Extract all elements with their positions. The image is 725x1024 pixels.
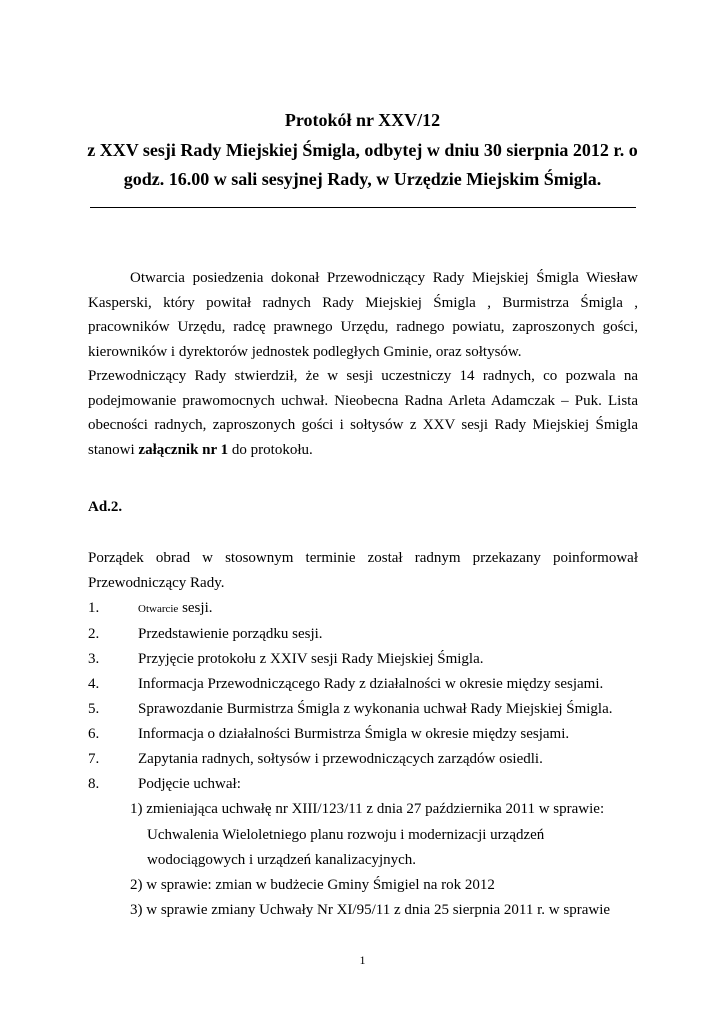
- agenda-item-number: 1.: [88, 600, 100, 616]
- intro-paragraph-2: [88, 364, 638, 462]
- agenda-item-number: 8.: [88, 776, 100, 792]
- resolution-item-1-line-3: wodociągowych i urządzeń kanalizacyjnych.: [147, 852, 417, 868]
- intro-paragraph-1: Otwarcia posiedzenia dokonał Przewodniczący Rady Miejskiej Śmigla Wiesław Kasperski, który powitał radnych Rady Miejskiej Śmigla , Burmistrza Śmigla , pracowników Urzędu, radcę prawnego Urzędu, radnego powiatu, zaproszonych gości, kierowników i dyrektorów jednostek podległych Gminie, oraz sołtysów.: [88, 270, 638, 360]
- agenda-item-text: [138, 598, 212, 619]
- resolution-item-1-line-1: 1) zmieniająca uchwałę nr XIII/123/11 z dnia 27 października 2011 w sprawie:: [130, 801, 605, 817]
- intro-block: [88, 266, 638, 462]
- agenda-item-text: Zapytania radnych, sołtysów i przewodniczących zarządów osiedli.: [138, 751, 543, 767]
- agenda-item-text: Informacja o działalności Burmistrza Śmigla w okresie między sesjami.: [138, 726, 570, 742]
- agenda-item-lead: Otwarcie: [138, 603, 179, 615]
- resolution-item-2: 2) w sprawie: zmian w budżecie Gminy Śmigiel na rok 2012: [130, 877, 495, 893]
- title-line-2: z XXV sesji Rady Miejskiej Śmigla, odbytej w dniu 30 sierpnia 2012 r. o: [87, 140, 638, 160]
- agenda-item-number: 5.: [88, 701, 100, 717]
- section-label: Ad.2.: [88, 499, 123, 515]
- agenda-item-number: 4.: [88, 676, 100, 692]
- attachment-reference: załącznik nr 1: [138, 441, 229, 458]
- intro-p2-text: Przewodniczący Rady stwierdził, że w sesji uczestniczy 14 radnych, co pozwala na podejmowanie prawomocnych uchwał. Nieobecna Radna Arleta Adamczak – Puk. Lista obecności radnych, zaproszonych gości i sołtysów z XXV sesji Rady Miejskiej Śmigla stanowi: [88, 368, 638, 458]
- agenda-item-text: Przedstawienie porządku sesji.: [138, 626, 323, 642]
- agenda-item-number: 3.: [88, 651, 100, 667]
- agenda-item-number: 6.: [88, 726, 100, 742]
- agenda-item-text: Przyjęcie protokołu z XXIV sesji Rady Miejskiej Śmigla.: [138, 651, 484, 667]
- agenda-item-number: 2.: [88, 626, 100, 642]
- title-line-3: godz. 16.00 w sali sesyjnej Rady, w Urzędzie Miejskim Śmigla.: [123, 169, 602, 189]
- agenda-intro: Porządek obrad w stosownym terminie został radnym przekazany poinformował Przewodniczący Rady.: [88, 550, 638, 591]
- agenda-item-text: Podjęcie uchwał:: [138, 776, 241, 792]
- resolution-item-1-line-2: Uchwalenia Wieloletniego planu rozwoju i modernizacji urządzeń: [147, 827, 545, 843]
- title-line-1: Protokół nr XXV/12: [284, 110, 441, 130]
- intro-p2-end: do protokołu.: [228, 441, 313, 458]
- title-divider: [90, 207, 636, 208]
- agenda-item-number: 7.: [88, 751, 100, 767]
- agenda-item-text: Sprawozdanie Burmistrza Śmigla z wykonania uchwał Rady Miejskiej Śmigla.: [138, 701, 613, 717]
- agenda-item-text: Informacja Przewodniczącego Rady z działalności w okresie między sesjami.: [138, 676, 604, 692]
- resolution-item-3: 3) w sprawie zmiany Uchwały Nr XI/95/11 z dnia 25 sierpnia 2011 r. w sprawie: [130, 902, 611, 918]
- page-number: 1: [359, 953, 366, 967]
- agenda-item-rest: sesji.: [178, 600, 213, 616]
